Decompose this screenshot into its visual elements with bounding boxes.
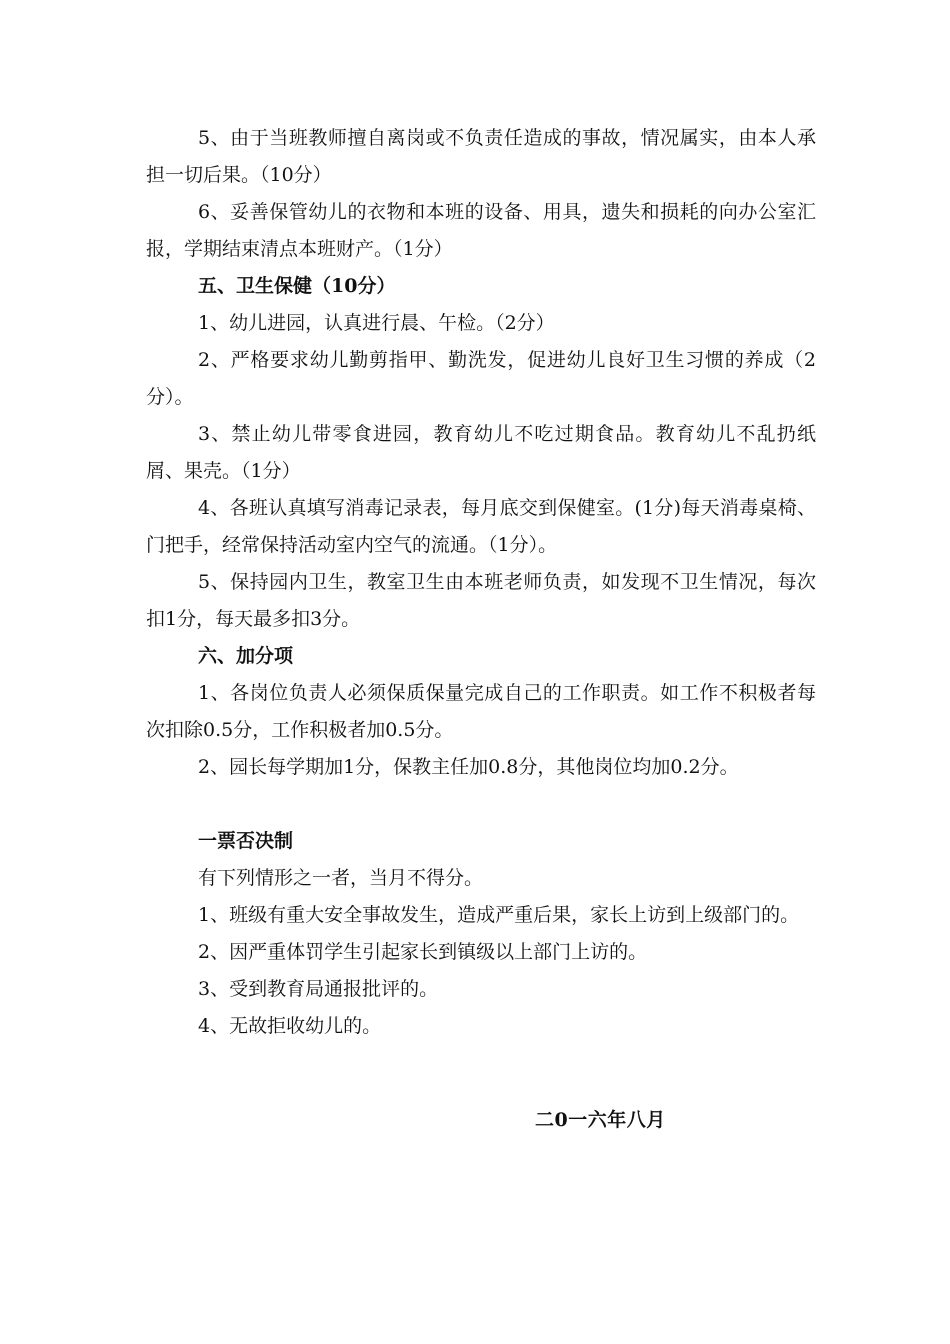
paragraph-veto-2: 2、因严重体罚学生引起家长到镇级以上部门上访的。 (198, 941, 648, 963)
blank-line (146, 1045, 816, 1082)
document-date: 二0一六年八月 (535, 1109, 666, 1131)
paragraph-veto-intro: 有下列情形之一者，当月不得分。 (198, 867, 484, 889)
paragraph-bonus-2: 2、园长每学期加1分，保教主任加0.8分，其他岗位均加0.2分。 (198, 756, 739, 778)
section-heading-hygiene: 五、卫生保健（10分） (198, 275, 396, 297)
paragraph-veto-3: 3、受到教育局通报批评的。 (198, 978, 439, 1000)
blank-line (146, 786, 816, 823)
paragraph-hygiene-3: 3、禁止幼儿带零食进园，教育幼儿不吃过期食品。教育幼儿不乱扔纸屑、果壳。（1分） (146, 423, 816, 482)
document-page (146, 120, 816, 1139)
paragraph-veto-4: 4、无故拒收幼儿的。 (198, 1015, 382, 1037)
section-heading-bonus: 六、加分项 (198, 645, 294, 667)
paragraph-veto-1: 1、班级有重大安全事故发生，造成严重后果，家长上访到上级部门的。 (198, 904, 800, 926)
paragraph-hygiene-5: 5、保持园内卫生，教室卫生由本班老师负责，如发现不卫生情况，每次扣1分，每天最多扣3分。 (146, 571, 816, 630)
paragraph-item-6-custody: 6、妥善保管幼儿的衣物和本班的设备、用具，遗失和损耗的向办公室汇报，学期结束清点本班财产。（1分） (146, 201, 816, 260)
paragraph-item-5-responsibility: 5、由于当班教师擅自离岗或不负责任造成的事故，情况属实，由本人承担一切后果。（10分） (146, 127, 816, 186)
paragraph-hygiene-2: 2、严格要求幼儿勤剪指甲、勤洗发，促进幼儿良好卫生习惯的养成（2分）。 (146, 349, 816, 408)
paragraph-hygiene-1: 1、幼儿进园，认真进行晨、午检。（2分） (198, 312, 555, 334)
paragraph-hygiene-4: 4、各班认真填写消毒记录表，每月底交到保健室。(1分)每天消毒桌椅、门把手，经常保持活动室内空气的流通。（1分）。 (146, 497, 816, 556)
section-heading-veto: 一票否决制 (198, 830, 294, 852)
spacer (146, 1082, 816, 1102)
paragraph-bonus-1: 1、各岗位负责人必须保质保量完成自己的工作职责。如工作不积极者每次扣除0.5分，工作积极者加0.5分。 (146, 682, 816, 741)
